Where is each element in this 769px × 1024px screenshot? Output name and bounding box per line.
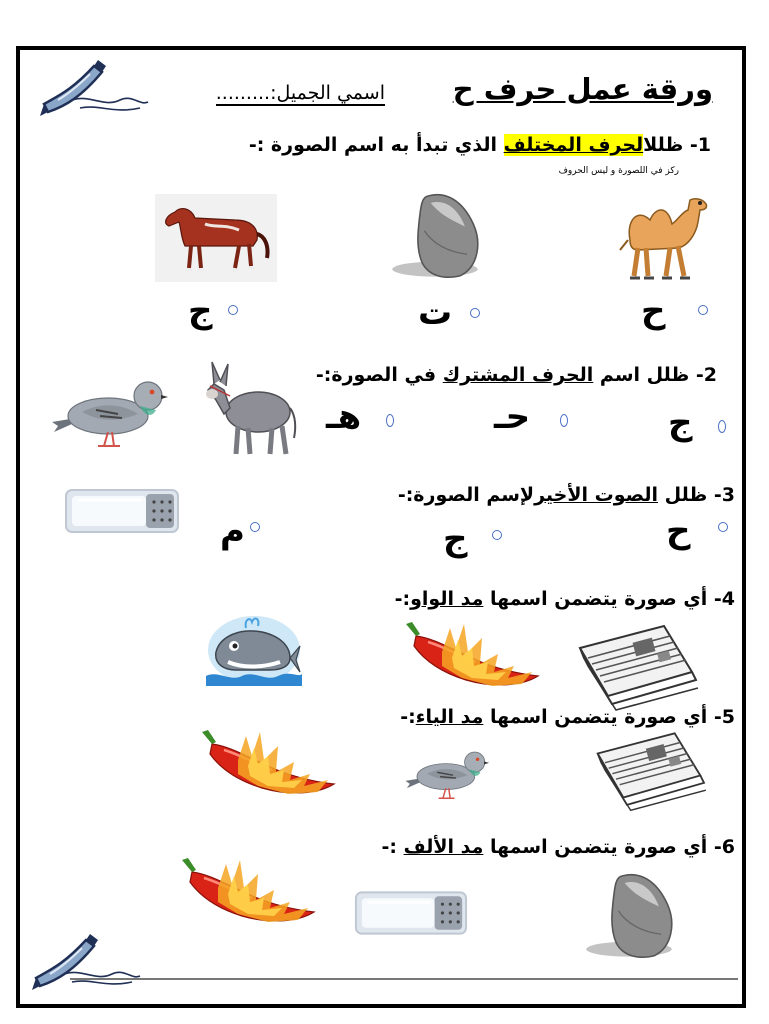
q3-text-b: لإسم الصورة:- [397,484,535,506]
q3-underlined: الصوت الأخير [534,484,658,506]
student-name-field[interactable]: اسمي الجميل:......... [215,82,385,104]
q3-option-2-letter: ج [443,519,468,559]
q1-option-2-letter: ت [418,293,453,333]
q4-number: 4- [713,588,735,610]
q1-option-1-radio[interactable] [698,305,708,315]
q2-option-2-letter: حـ [494,397,531,437]
q1-highlight: الحرف المختلف [503,134,644,156]
q5-underlined: مد الياء [415,706,484,728]
q1-option-3-letter: ج [188,291,213,331]
q6-text-a: أي صورة يتضمن اسمها [489,836,708,858]
q1-text [249,134,711,156]
donkey-image [200,356,300,462]
q3-option-3-radio[interactable] [250,522,260,532]
newspaper-image [585,726,713,814]
q1-option-3-radio[interactable] [228,305,238,315]
q4-underlined: مد الواو [410,588,484,610]
q3-option-3-letter: م [220,511,245,551]
camel-image [608,190,712,284]
q2-option-2-radio[interactable] [560,414,568,427]
q3-text [398,484,735,506]
q5-text [400,706,735,728]
rock-image [380,188,490,282]
q1-text-a: ظلل [643,134,684,156]
q5-text-b: :- [400,706,416,728]
q2-option-3-letter: هـ [326,397,362,437]
chili-pepper-image [178,854,318,926]
footer-line [70,978,738,980]
q3-text-a: ظلل [664,484,708,506]
rock-image [574,868,684,962]
pigeon-image [52,368,170,454]
q1-option-2-radio[interactable] [470,308,480,318]
q5-text-a: أي صورة يتضمن اسمها [489,706,708,728]
salt-shaker-image [62,486,182,536]
q2-text-b: في الصورة:- [315,364,437,386]
q4-text-a: أي صورة يتضمن اسمها [489,588,708,610]
q2-option-1-radio[interactable] [718,420,726,433]
pen-scribble [70,92,150,116]
q6-number: 6- [713,836,735,858]
q2-text-a: ظلل اسم [599,364,690,386]
pigeon-image [392,742,504,804]
pen-scribble [62,966,142,990]
q2-option-1-letter: ج [668,403,693,443]
worksheet-title: ورقة عمل حرف ح [452,72,713,106]
q6-underlined: مد الألف [403,836,484,858]
q2-number: 2- [695,364,717,386]
q3-option-1-radio[interactable] [718,522,728,532]
chili-pepper-image [402,618,542,690]
whale-image [206,612,302,686]
q3-number: 3- [713,484,735,506]
chili-pepper-image [198,726,338,798]
q2-underlined: الحرف المشترك [442,364,594,386]
q1-number: 1- [689,134,711,156]
q1-option-1-letter: ح [641,291,666,331]
horse-image [155,194,277,282]
q1-text-b: الذي تبدأ به اسم الصورة :- [248,134,497,156]
q5-number: 5- [713,706,735,728]
q3-option-1-letter: ح [666,511,691,551]
q4-text [395,588,735,610]
q4-text-b: :- [394,588,411,610]
q6-text [381,836,735,858]
q6-text-b: :- [381,836,404,858]
newspaper-image [572,618,700,714]
q1-note: ركز في اللصورة و ليس الحروف [558,166,679,176]
salt-shaker-image [352,888,470,938]
q2-option-3-radio[interactable] [386,414,394,427]
q3-option-2-radio[interactable] [492,530,502,540]
q2-text [316,364,717,386]
